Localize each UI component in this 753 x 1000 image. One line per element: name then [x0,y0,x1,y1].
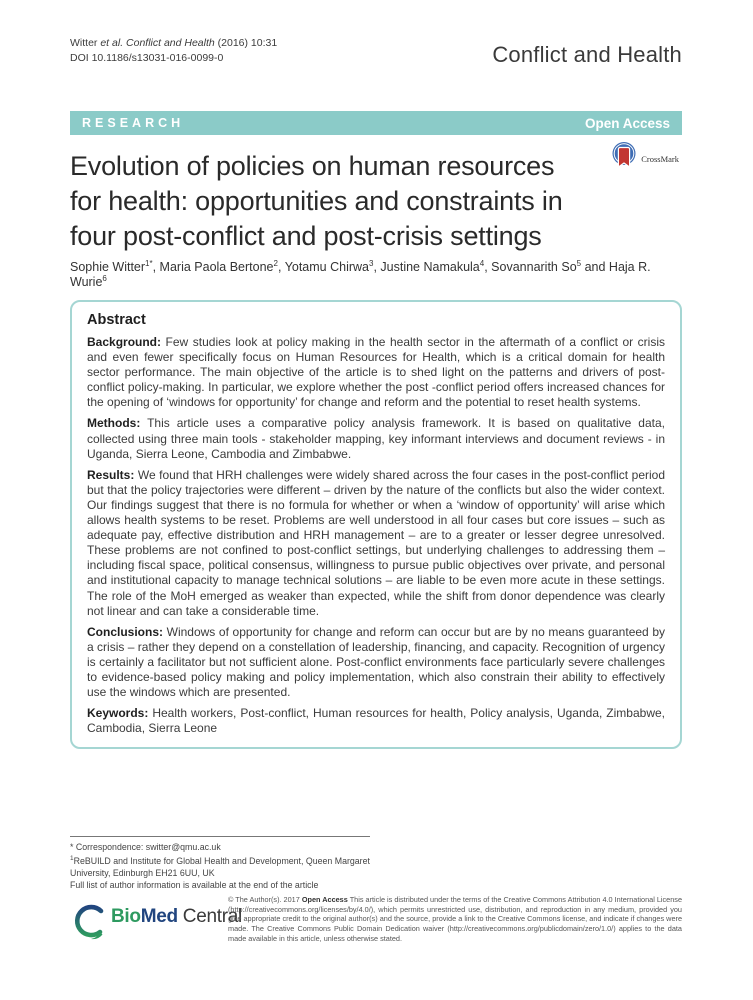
author-list [70,259,682,289]
title-line: four post-conflict and post-crisis settings [70,221,542,251]
abstract-background: Background: Few studies look at policy making in the health sector in the aftermath of a conflict or crisis and even fewer specifically focus on Human Resources for Health, which is a critical domain for health sector performance. The main objective of the article is to shed light on the patterns and drivers of post-conflict policy-making. In particular, we explore whether the post -conflict period offers increased chances for the opening of ‘windows for opportunity’ for change and reform and the potential to reset health systems. [87,335,665,410]
abstract-keywords: Keywords: Health workers, Post-conflict, Human resources for health, Policy analysis, Uganda, Zimbabwe, Cambodia, Sierra Leone [87,706,665,736]
page-header [70,36,682,68]
author: Sophie Witter$^{1*}$, [70,259,160,275]
crossmark-icon [611,141,637,176]
citation-block [70,36,277,65]
affiliation-line: $^1$ReBUILD and Institute for Global Health and Development, Queen Margaret University, Edinburgh EH21 6UU, UK [70,855,370,878]
footnotes [70,841,380,891]
biomed-central-swoosh-icon [70,903,106,946]
copyright-notice: © The Author(s). 2017 Open Access This article is distributed under the terms of the Creative Commons Attribution 4.0 International License (http://creativecommons.org/licenses/by/4.0/), which permits unrestricted use, distribution, and reproduction in any medium, provided you give appropriate credit to the original author(s) and the source, provide a link to the Creative Commons license, and indicate if changes were made. The Creative Commons Public Domain Dedication waiver (http://creativecommons.org/publicdomain/zero/1.0/) applies to the data made available in this article, unless otherwise stated. [228,895,682,943]
correspondence-email-link[interactable]: switter@qmu.ac.uk [145,842,221,852]
abstract-results: Results: We found that HRH challenges were widely shared across the four cases in the post-conflict period but that the policy trajectories were different – driven by the nature of the conflicts but also the wider context. Our findings suggest that there is no formula for whether or when a ‘window of opportunity’ will arise which allows health systems to be reset. Problems are well understood in all four cases but core issues – such as adequate pay, effective distribution and HRH management – are to a greater or lesser degree unresolved. These problems are not confined to post-conflict settings, but underlying challenges to addressing them – including fiscal space, political consensus, willingness to pursue public objectives over private, and personal and institutional capacity to manage technical solutions – are liable to be even more acute in these settings. The role of the MoH emerged as weaker than expected, while the shift from donor dependence was clearly not linear and can take a considerable time. [87,467,665,618]
title-line: Evolution of policies on human resources [70,151,555,181]
abstract-conclusions: Conclusions: Windows of opportunity for change and reform can occur but are by no means guaranteed by a crisis – rather they depend on a constellation of leadership, financing, and capacity. Recognition of urgency is certainly a facilitator but not sufficient alone. Post-conflict environments face particularly severe challenges to evidence-based policy making and policy implementation, which also constrain their ability to effectively use the windows which are presented. [87,624,665,700]
biomed-central-logo [70,895,242,946]
journal-title: Conflict and Health [492,42,682,67]
abstract-methods: Methods: This article uses a comparative policy analysis framework. It is based on qualitative data, collected using three main tools - stakeholder mapping, key informant interviews and document reviews - in Uganda, Sierra Leone, Cambodia and Zimbabwe. [87,416,665,461]
article-title [70,149,630,254]
footnote-divider [70,836,370,837]
author: Maria Paola Bertone$^2$, [159,259,285,275]
article-type-banner [70,111,682,135]
author: Yotamu Chirwa$^3$, [284,259,381,275]
biomed-central-wordmark: BioMed Central [111,906,242,927]
abstract-box [70,300,682,749]
author: Sovannarith So$^5$ and [491,259,609,275]
crossmark-badge[interactable] [611,141,679,176]
author: Justine Namakula$^4$, [380,259,492,275]
research-label: RESEARCH [82,116,185,130]
doi-line: DOI 10.1186/s13031-016-0099-0 [70,51,224,64]
page-footer [70,895,682,946]
abstract-heading: Abstract [87,312,146,328]
author: Haja R. Wurie$^6$ [70,260,651,290]
open-access-label: Open Access [584,115,670,131]
citation-line: Witter et al. Conflict and Health (2016) 10:31 [70,37,278,49]
crossmark-label: CrossMark [641,153,679,164]
author-info-note: Full list of author information is available at the end of the article [70,879,319,890]
correspondence-line: * Correspondence: switter@qmu.ac.uk [70,842,221,852]
title-line: for health: opportunities and constraints in [70,186,563,216]
open-access-bold: Open Access [301,895,348,904]
